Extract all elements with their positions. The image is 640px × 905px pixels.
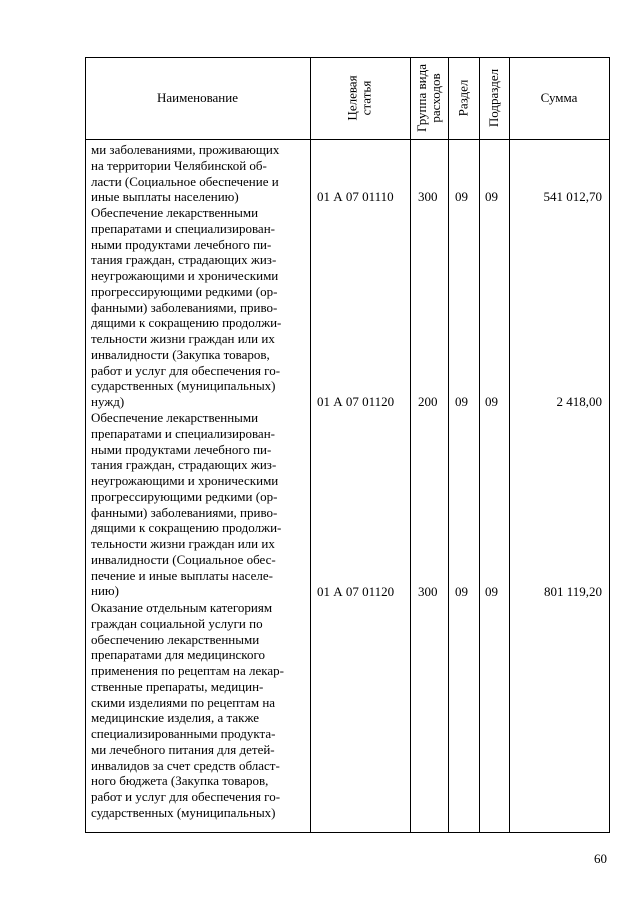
row-3-line: тания граждан, страдающих жиз- [91,457,277,473]
row-2-line: тельности жизни граждан или их [91,331,275,346]
row-3-line: препаратами и специализирован- [91,425,275,441]
col-border [609,57,610,833]
header-group-text [415,64,443,132]
header-bottom-border [85,139,610,140]
row-4-line: применения по рецептам на лекар- [91,663,284,678]
col-border [448,57,449,833]
row-3-name [91,410,305,599]
row-2-line: тания граждан, страдающих жиз- [91,252,277,268]
row-2-name [91,205,305,410]
page-number: 60 [594,851,607,866]
row-3-line: неугрожающими и хроническими [91,473,279,488]
row-2-line: фанными) заболеваниями, приво- [91,299,278,315]
header-name [85,57,310,139]
col-border [410,57,411,833]
row-2-line: дящими к сокращению продолжи- [91,315,282,331]
row-2-target: 01 А 07 01120 [317,394,395,409]
row-4-line: ственные препараты, медицин- [91,678,264,694]
header-group [410,57,448,139]
header-target-line2: статья [358,80,374,116]
row-2-line: препаратами и специализирован- [91,220,275,236]
header-name-text: Наименование [157,90,238,105]
row-3-line: прогрессирующими редкими (ор- [91,488,278,504]
row-1-name [91,142,305,205]
row-4-line: скими изделиями по рецептам на [91,694,276,710]
header-sum [509,57,609,139]
row-4-line: инвалидов за счет средств област- [91,757,280,773]
row-3-section: 09 [455,584,468,599]
header-section [448,57,479,139]
row-2-group: 200 [418,394,438,409]
row-1-line: ласти (Социальное обеспечение и [91,173,279,189]
col-border [310,57,311,833]
col-border [479,57,480,833]
row-2-line: неугрожающими и хроническими [91,268,279,283]
row-3-line: Обеспечение лекарственными [91,410,259,425]
row-2-sum: 2 418,00 [556,394,602,409]
row-1-section: 09 [455,189,468,204]
row-4-line: сударственных (муниципальных) [91,804,276,820]
row-1-line: ми заболеваниями, проживающих [91,142,280,157]
row-3-line: дящими к сокращению продолжи- [91,520,282,536]
row-1-group: 300 [418,189,438,204]
row-4-line: ми лечебного питания для детей- [91,741,275,757]
row-4-line: обеспечению лекарственными [91,631,260,647]
header-group-line2: расходов [428,73,444,123]
budget-table [85,57,610,833]
row-4-line: препаратами для медицинского [91,647,265,663]
header-subsection-text: Подраздел [486,68,502,128]
row-1-line: иные выплаты населению) [91,189,239,205]
header-target [310,57,410,139]
row-2-subsection: 09 [485,394,498,409]
row-2-line: прогрессирующими редкими (ор- [91,283,278,299]
row-2-line: работ и услуг для обеспечения го- [91,362,281,378]
row-3-line: фанными) заболеваниями, приво- [91,504,278,520]
header-subsection [479,57,509,139]
row-2-line: инвалидности (Закупка товаров, [91,346,270,362]
col-border [85,57,86,833]
row-1-line: на территории Челябинской об- [91,157,267,173]
row-3-sum: 801 119,20 [543,584,602,599]
row-4-line: медицинские изделия, а также [91,710,260,726]
row-2-line: Обеспечение лекарственными [91,205,259,220]
row-3-line: инвалидности (Социальное обес- [91,551,276,567]
row-2-line: нужд) [91,394,125,409]
col-border [509,57,510,833]
row-2-line: ными продуктами лечебного пи- [91,236,272,252]
row-3-line: печение и иные выплаты населе- [91,567,273,583]
row-3-subsection: 09 [485,584,498,599]
row-4-line: граждан социальной услуги по [91,615,263,631]
row-3-line: ными продуктами лечебного пи- [91,441,272,457]
header-target-text [346,75,374,120]
row-3-line: тельности жизни граждан или их [91,536,275,551]
header-section-text: Раздел [455,79,471,117]
row-4-name [91,600,305,821]
row-3-target: 01 А 07 01120 [317,584,395,599]
row-3-line: нию) [91,583,119,599]
row-4-line: специализированными продукта- [91,726,276,741]
row-1-subsection: 09 [485,189,498,204]
row-4-line: ного бюджета (Закупка товаров, [91,773,269,789]
row-4-line: работ и услуг для обеспечения го- [91,789,281,804]
row-4-line: Оказание отдельным категориям [91,600,273,615]
header-target-line1: Целевая [344,75,360,121]
header-sum-text: Сумма [540,90,578,105]
row-1-target: 01 А 07 01110 [317,189,394,204]
row-1-sum: 541 012,70 [543,189,602,204]
row-2-line: сударственных (муниципальных) [91,378,276,394]
table-bottom-border [85,832,610,833]
row-2-section: 09 [455,394,468,409]
header-group-line1: Группа вида [414,64,430,132]
row-3-group: 300 [418,584,438,599]
